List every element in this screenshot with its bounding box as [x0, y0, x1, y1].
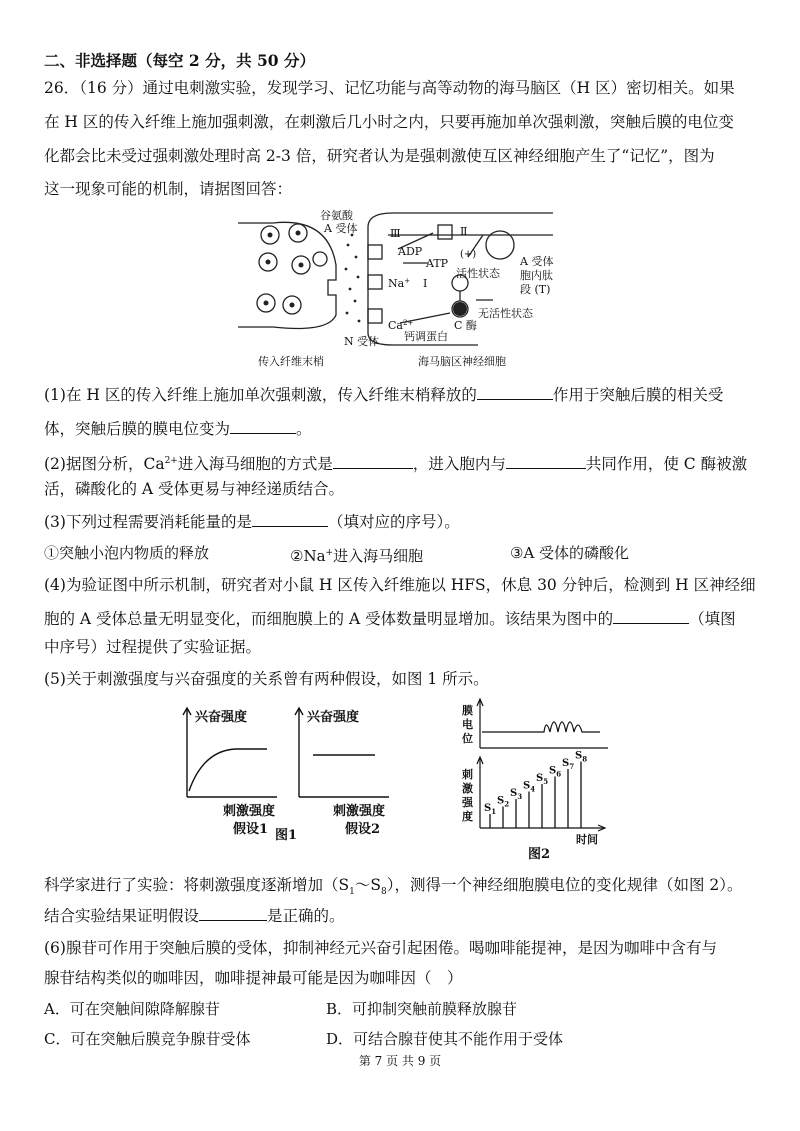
q3-blank[interactable]: [252, 510, 328, 527]
q4-line-1: (4)为验证图中所示机制，研究者对小鼠 H 区传入纤维施以 HFS，休息 30 分钟后，检测到 H 区神经细: [44, 576, 756, 594]
q2-line-2: 活，磷酸化的 A 受体更易与神经递质结合。: [44, 480, 345, 498]
q4-line-2: 胞的 A 受体总量无明显变化，而细胞膜上的 A 受体数量明显增加。该结果为图中的 （填图: [44, 607, 760, 630]
q3-option-1: ①突触小泡内物质的释放: [44, 544, 210, 562]
q26-intro-line-4: 这一现象可能的机制，请据图回答：: [44, 180, 293, 198]
q26-intro-line-2: 在 H 区的传入纤维上施加强刺激，在刺激后几小时之内，只要再施加单次强刺激，突触后膜的电位变: [44, 113, 734, 131]
stimulus-label: $S_2$: [497, 795, 510, 809]
q3-option-2: ②Na+进入海马细胞: [290, 547, 424, 565]
q2-blank-1[interactable]: [333, 452, 413, 469]
label-atp: ATP: [426, 257, 449, 270]
fig1-hypothesis-1: 假设1: [233, 822, 269, 837]
q6-option-b[interactable]: B．可抑制突触前膜释放腺苷: [326, 1000, 518, 1018]
q4-line-3: 中序号）过程提供了实验证据。: [44, 638, 262, 656]
q5-line-2: 科学家进行了实验：将刺激强度逐渐增加$(S_1\sim S_8)$，测得一个神经细胞膜电位的变化规律（如图 2）。: [44, 876, 743, 898]
stimulus-label: $S_5$: [536, 773, 549, 786]
label-glutamate: 谷氨酸: [320, 209, 353, 222]
svg-text:度: 度: [462, 810, 473, 823]
svg-text:膜: 膜: [462, 704, 473, 717]
label-a-receptor-top: A 受体: [324, 222, 358, 235]
label-na: Na: [388, 277, 405, 290]
label-peptide-3: 段 (T): [520, 283, 551, 296]
stimulus-label: $S_3$: [510, 788, 523, 801]
label-ca: Ca: [388, 319, 403, 332]
svg-text:强: 强: [462, 796, 473, 809]
label-adp: ADP: [398, 245, 423, 258]
label-plus: (+): [460, 249, 477, 260]
fig2-caption: 图2: [528, 847, 551, 860]
label-roman-3: Ⅲ: [390, 227, 401, 240]
q4-blank[interactable]: [613, 607, 689, 624]
q3-line-1: (3)下列过程需要消耗能量的是 （填对应的序号）。: [44, 510, 760, 533]
svg-text:刺: 刺: [462, 768, 473, 781]
fig1-y-label-1: 兴奋强度: [195, 710, 248, 725]
q5-line-3: 结合实验结果证明假设 是正确的。: [44, 904, 760, 927]
fig1-x-label-2: 刺激强度: [333, 804, 386, 819]
fig2-x-label: 时间: [576, 833, 598, 846]
stimulus-label: $S_1$: [484, 803, 497, 816]
figure-1: [175, 705, 415, 845]
q6-option-c[interactable]: C．可在突触后膜竞争腺苷受体: [44, 1030, 251, 1048]
stimulus-label: $S_4$: [523, 780, 536, 794]
q2-line-1: (2)据图分析，$Ca^{2+}$进入海马细胞的方式是 ，进入胞内与 共同作用，使 C 酶被激: [44, 450, 760, 475]
q1-line-1: (1)在 H 区的传入纤维上施加单次强刺激，传入纤维末梢释放的 作用于突触后膜的相关受: [44, 383, 760, 406]
fig1-y-label-2: 兴奋强度: [307, 710, 360, 725]
q26-intro-line-1: 26．（16 分）通过电刺激实验，发现学习、记忆功能与高等动物的海马脑区（H 区）密切相关。如果: [44, 79, 735, 97]
q6-option-d[interactable]: D．可结合腺苷使其不能作用于受体: [326, 1030, 564, 1048]
label-na-sup: +: [404, 277, 411, 285]
label-active: 活性状态: [456, 267, 500, 280]
q1-line-2: 体，突触后膜的膜电位变为 。: [44, 417, 760, 440]
label-c-enzyme: C 酶: [454, 319, 477, 332]
label-peptide-2: 胞内肽: [520, 269, 553, 282]
stimulus-label: $S_7$: [562, 758, 575, 771]
q6-line-2: 腺苷结构类似的咖啡因，咖啡提神最可能是因为咖啡因（ ）: [44, 969, 463, 987]
q5-blank[interactable]: [199, 904, 267, 921]
svg-text:位: 位: [462, 732, 473, 745]
q6-option-a[interactable]: A．可在突触间隙降解腺苷: [44, 1000, 220, 1018]
label-roman-2: Ⅱ: [460, 225, 468, 238]
q26-intro-line-3: 化都会比未受过强刺激处理时高 2-3 倍，研究者认为是强刺激使互区神经细胞产生了“记忆”，图为: [44, 147, 715, 165]
q1-blank-1[interactable]: [477, 383, 553, 400]
q2-blank-2[interactable]: [506, 452, 586, 469]
q6-line-1: (6)腺苷可作用于突触后膜的受体，抑制神经元兴奋引起困倦。喝咖啡能提神，是因为咖啡中含有与: [44, 939, 717, 957]
synapse-diagram: [228, 205, 558, 370]
figure-2: [458, 698, 618, 860]
svg-text:电: 电: [462, 718, 473, 731]
label-peptide-1: A 受体: [520, 255, 554, 268]
label-ca-sup: 2+: [402, 319, 414, 327]
fig1-caption: 图1: [275, 828, 298, 843]
page-footer: 第 7 页 共 9 页: [358, 1054, 442, 1068]
q3-option-3: ③A 受体的磷酸化: [510, 544, 630, 562]
stimulus-label: $S_8$: [575, 750, 588, 764]
label-hippocampus: 海马脑区神经细胞: [418, 355, 506, 368]
q1-blank-2[interactable]: [230, 417, 296, 434]
fig1-x-label-1: 刺激强度: [223, 804, 276, 819]
fig1-hypothesis-2: 假设2: [345, 822, 381, 837]
label-roman-1: Ⅰ: [423, 277, 428, 290]
label-calmodulin: 钙调蛋白: [404, 330, 448, 343]
q5-line-1: (5)关于刺激强度与兴奋强度的关系曾有两种假设，如图 1 所示。: [44, 670, 489, 688]
svg-text:激: 激: [462, 782, 473, 795]
section-title: 二、非选择题（每空 2 分，共 50 分）: [44, 51, 315, 70]
stimulus-label: $S_6$: [549, 765, 562, 779]
label-inactive: 无活性状态: [478, 307, 533, 320]
label-n-receptor: N 受体: [344, 335, 380, 348]
label-afferent: 传入纤维末梢: [258, 355, 324, 368]
svg-text:Na+: [388, 277, 410, 290]
